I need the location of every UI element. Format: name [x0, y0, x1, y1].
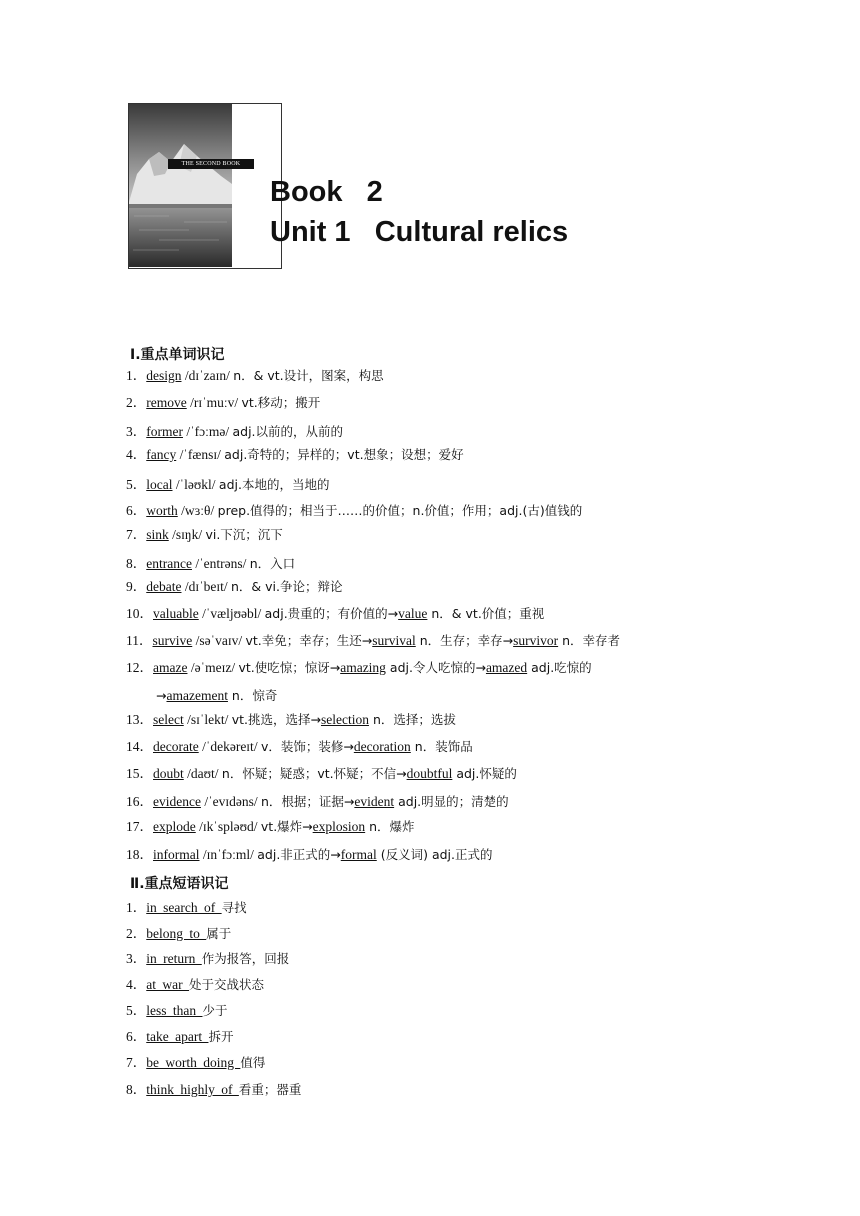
word-number: 8． [126, 556, 147, 571]
word-derived-word: selection [320, 712, 369, 727]
word-definition: n．& vt.价值；重视 [427, 606, 545, 621]
word-definition: n．生存；幸存→ [415, 633, 514, 648]
word-entry [126, 526, 283, 544]
word-phonetic: /ˈentrəns/ [191, 556, 250, 571]
word-number: 16． [126, 794, 153, 809]
phrase-number: 1． [126, 900, 147, 915]
word-derived-word: formal [340, 847, 377, 862]
word-word: worth [146, 503, 178, 518]
word-entry [126, 394, 320, 412]
word-phonetic: /ˈevɪdəns/ [200, 794, 261, 809]
word-number: 15． [126, 766, 153, 781]
phrase-meaning: 处于交战状态 [188, 977, 264, 992]
word-entry [126, 738, 473, 756]
word-definition: adj.明显的；清楚的 [394, 794, 509, 809]
word-phonetic: /sɪˈlekt/ [183, 712, 232, 727]
word-phonetic: /rɪˈmuːv/ [186, 395, 242, 410]
word-derived-word: value [398, 606, 428, 621]
word-number: 14． [126, 739, 153, 754]
word-definition: vt.使吃惊；惊讶→ [238, 660, 341, 675]
word-definition: adj.吃惊的 [527, 660, 592, 675]
word-word: informal [153, 847, 200, 862]
word-definition: vt.移动；搬开 [241, 395, 321, 410]
word-phonetic: /sɪŋk/ [168, 527, 206, 542]
phrase-number: 4． [126, 977, 147, 992]
word-definition: adj.非正式的→ [257, 847, 341, 862]
word-number: 5． [126, 477, 147, 492]
word-definition: adj.贵重的；有价值的→ [264, 606, 399, 621]
word-word: design [146, 368, 182, 383]
word-entry [126, 711, 456, 729]
word-word: local [146, 477, 173, 492]
word-number: 6． [126, 503, 147, 518]
word-derived-word: explosion [312, 819, 366, 834]
word-entry [126, 446, 464, 464]
cover-label: THE SECOND BOOK [168, 159, 254, 169]
word-derived-word: survival [372, 633, 416, 648]
word-entry [126, 765, 517, 783]
phrase-text: in search of [146, 900, 222, 915]
word-number: 18． [126, 847, 153, 862]
word-entry [126, 502, 582, 520]
word-number: 7． [126, 527, 147, 542]
word-entry [126, 423, 343, 441]
word-entry [126, 476, 329, 494]
word-word: former [146, 424, 183, 439]
word-word: explode [153, 819, 196, 834]
iceberg-illustration [129, 104, 232, 267]
phrase-text: at war [146, 977, 189, 992]
word-entry [156, 687, 277, 705]
phrase-number: 6． [126, 1029, 147, 1044]
word-word: select [153, 712, 184, 727]
phrase-text: think highly of [146, 1082, 239, 1097]
word-definition: vt.爆炸→ [260, 819, 313, 834]
word-derived-word: doubtful [406, 766, 453, 781]
word-phonetic: /wɜːθ/ [177, 503, 218, 518]
word-number: 12． [126, 660, 153, 675]
word-definition: n．根据；证据→ [260, 794, 355, 809]
word-definition: n．选择；选拔 [368, 712, 456, 727]
phrase-meaning: 属于 [206, 926, 232, 941]
word-entry [126, 605, 544, 623]
word-number: 2． [126, 395, 147, 410]
word-definition: n．爆炸 [365, 819, 415, 834]
phrase-meaning: 看重；器重 [238, 1082, 302, 1097]
word-definition: n．装饰品 [410, 739, 473, 754]
word-definition: n．怀疑；疑惑；vt.怀疑；不信→ [221, 766, 407, 781]
word-definition: v．装饰；装修→ [260, 739, 354, 754]
word-definition: n．& vi.争论；辩论 [230, 579, 343, 594]
word-word: amaze [153, 660, 188, 675]
word-word: fancy [146, 447, 177, 462]
word-derived-word: decoration [353, 739, 411, 754]
word-phonetic: /dɪˈbeɪt/ [181, 579, 231, 594]
section-heading-phrases: Ⅱ.重点短语识记 [130, 876, 229, 892]
word-definition: vt.挑选，选择→ [231, 712, 321, 727]
word-entry [126, 578, 342, 596]
phrase-number: 7． [126, 1055, 147, 1070]
word-definition: → [156, 688, 167, 703]
word-word: doubt [153, 766, 184, 781]
word-word: remove [146, 395, 187, 410]
phrase-number: 8． [126, 1082, 147, 1097]
word-definition: prep.值得的；相当于……的价值；n.价值；作用；adj.(古)值钱的 [217, 503, 583, 518]
phrase-text: belong to [146, 926, 207, 941]
word-entry [126, 818, 415, 836]
word-entry [126, 367, 384, 385]
book-title: Book 2 [270, 176, 383, 208]
word-word: survive [152, 633, 193, 648]
book-cover [128, 103, 282, 269]
unit-title: Unit 1 Cultural relics [270, 216, 569, 248]
word-number: 13． [126, 712, 153, 727]
word-derived-word: amazed [485, 660, 528, 675]
word-entry [126, 793, 509, 811]
word-word: decorate [153, 739, 199, 754]
word-number: 11． [126, 633, 153, 648]
phrase-entry [126, 976, 264, 994]
phrase-text: less than [146, 1003, 203, 1018]
phrase-entry [126, 925, 231, 943]
word-definition: adj.令人吃惊的→ [385, 660, 486, 675]
word-number: 1． [126, 368, 147, 383]
phrase-entry [126, 1002, 228, 1020]
phrase-number: 2． [126, 926, 147, 941]
word-entry [126, 632, 620, 650]
word-number: 17． [126, 819, 153, 834]
word-word: entrance [146, 556, 192, 571]
word-number: 4． [126, 447, 147, 462]
word-number: 10． [126, 606, 153, 621]
word-phonetic: /ˈfɔːmə/ [182, 424, 233, 439]
phrase-entry [126, 899, 247, 917]
phrase-text: take apart [146, 1029, 209, 1044]
word-derived-word: evident [354, 794, 395, 809]
word-definition: adj.奇特的；异样的；vt.想象；设想；爱好 [224, 447, 464, 462]
word-phonetic: /səˈvaɪv/ [192, 633, 246, 648]
word-phonetic: /ˈdekəreɪt/ [198, 739, 261, 754]
word-entry [126, 555, 295, 573]
phrase-number: 3． [126, 951, 147, 966]
word-word: valuable [153, 606, 199, 621]
word-definition: adj.本地的，当地的 [218, 477, 330, 492]
phrase-entry [126, 950, 289, 968]
word-derived-word: amazing [340, 660, 386, 675]
phrase-meaning: 寻找 [221, 900, 247, 915]
phrase-entry [126, 1081, 301, 1099]
word-phonetic: /ɪkˈspləʊd/ [195, 819, 261, 834]
phrase-text: in return [146, 951, 202, 966]
word-phonetic: /ˈvæljʊəbl/ [198, 606, 265, 621]
word-phonetic: /əˈmeɪz/ [187, 660, 239, 675]
word-definition: vi.下沉；沉下 [205, 527, 283, 542]
word-word: evidence [153, 794, 201, 809]
word-derived-word: survivor [513, 633, 559, 648]
word-number: 9． [126, 579, 147, 594]
word-number: 3． [126, 424, 147, 439]
word-definition: n．幸存者 [558, 633, 621, 648]
word-definition: vt.幸免；幸存；生还→ [245, 633, 373, 648]
word-entry [126, 659, 592, 677]
phrase-text: be worth doing [146, 1055, 241, 1070]
phrase-entry [126, 1028, 233, 1046]
word-phonetic: /dɪˈzaɪn/ [181, 368, 234, 383]
word-definition: n．& vt.设计，图案，构思 [233, 368, 384, 383]
phrase-entry [126, 1054, 265, 1072]
word-word: sink [146, 527, 169, 542]
word-phonetic: /ˈfænsɪ/ [176, 447, 225, 462]
word-phonetic: /ɪnˈfɔːml/ [199, 847, 258, 862]
word-entry [126, 846, 493, 864]
word-derived-word: amazement [166, 688, 228, 703]
phrase-number: 5． [126, 1003, 147, 1018]
word-word: debate [146, 579, 182, 594]
word-definition: adj.以前的，从前的 [232, 424, 344, 439]
phrase-meaning: 作为报答，回报 [201, 951, 290, 966]
word-phonetic: /daʊt/ [183, 766, 222, 781]
phrase-meaning: 值得 [240, 1055, 266, 1070]
phrase-meaning: 少于 [202, 1003, 228, 1018]
section-heading-words: Ⅰ.重点单词识记 [130, 347, 225, 363]
phrase-meaning: 拆开 [208, 1029, 234, 1044]
word-definition: n．惊奇 [227, 688, 278, 703]
word-definition: (反义词) adj.正式的 [376, 847, 493, 862]
word-definition: adj.怀疑的 [452, 766, 517, 781]
word-definition: n．入口 [249, 556, 296, 571]
word-phonetic: /ˈləʊkl/ [172, 477, 219, 492]
